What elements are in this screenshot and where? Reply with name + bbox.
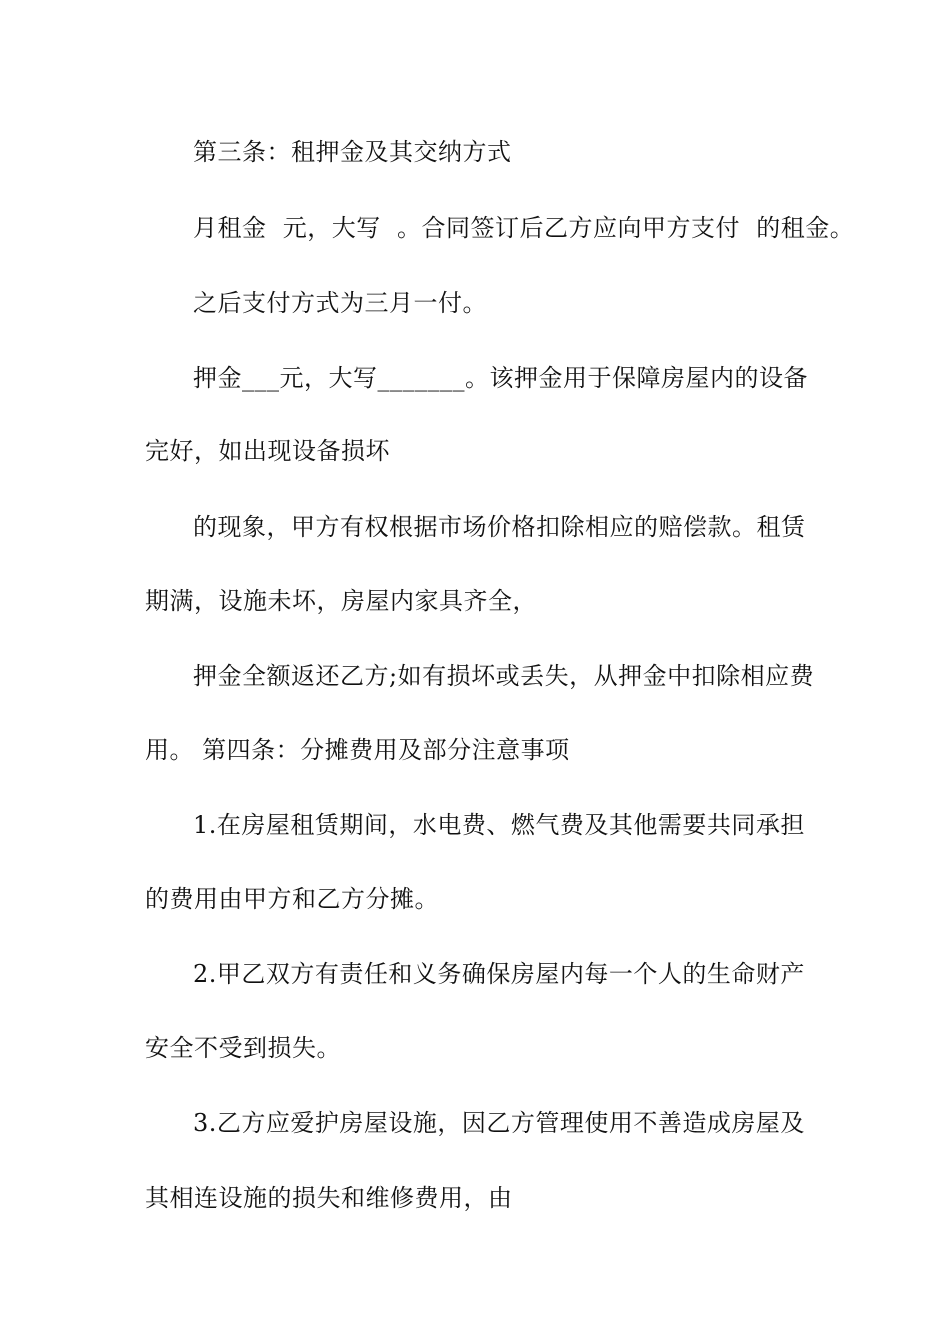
text-line: 2.甲乙双方有责任和义务确保房屋内每一个人的生命财产	[193, 960, 805, 988]
text-line: 完好，如出现设备损坏	[145, 437, 390, 465]
text-line: 3.乙方应爱护房屋设施，因乙方管理使用不善造成房屋及	[193, 1109, 805, 1137]
text-line: 其相连设施的损失和维修费用，由	[145, 1184, 513, 1212]
text-line: 之后支付方式为三月一付。	[193, 289, 487, 317]
text-line: 押金全额返还乙方;如有损坏或丢失，从押金中扣除相应费	[193, 662, 815, 690]
article-four-heading-line: 用。 第四条：分摊费用及部分注意事项	[145, 736, 570, 764]
text-line: 的现象，甲方有权根据市场价格扣除相应的赔偿款。租赁	[193, 513, 806, 541]
text-line: 安全不受到损失。	[145, 1034, 341, 1062]
text-line: 月租金 元，大写 。合同签订后乙方应向甲方支付 的租金。	[193, 214, 855, 242]
text-line: 期满，设施未坏，房屋内家具齐全，	[145, 587, 537, 615]
article-three-heading: 第三条：租押金及其交纳方式	[193, 138, 512, 166]
text-line: 的费用由甲方和乙方分摊。	[145, 885, 439, 913]
text-line: 1.在房屋租赁期间，水电费、燃气费及其他需要共同承担	[193, 811, 805, 839]
text-line: 押金___元，大写_______。该押金用于保障房屋内的设备	[193, 364, 808, 392]
